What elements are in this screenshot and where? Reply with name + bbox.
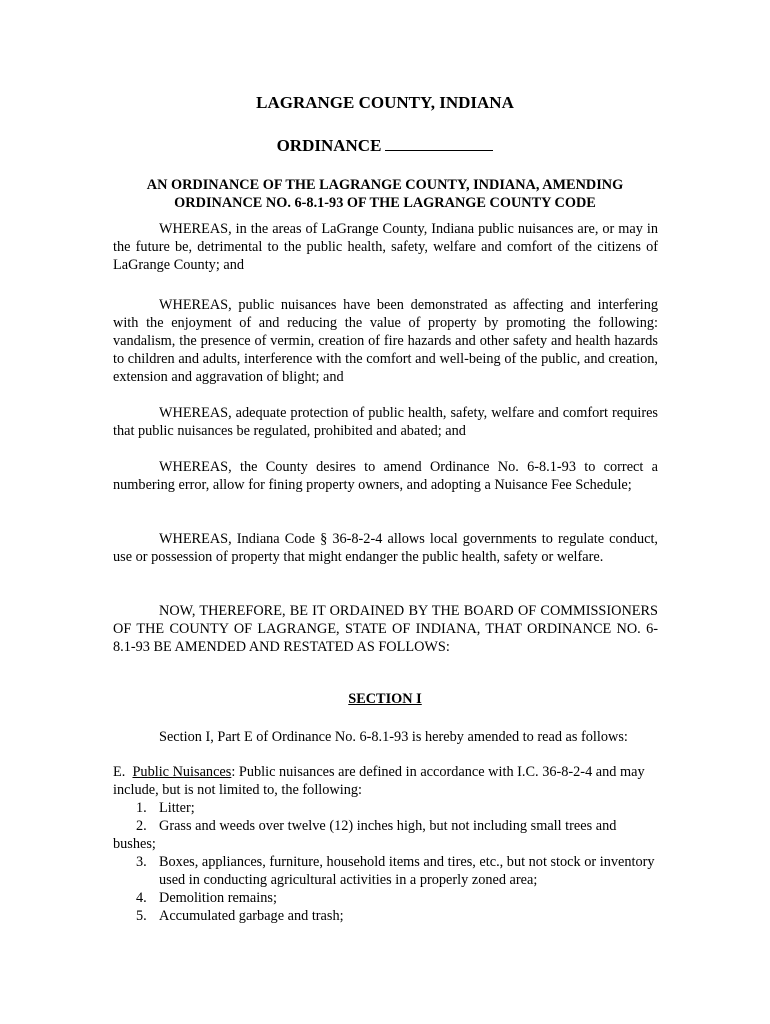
list-item: 1. Litter; bbox=[136, 800, 195, 816]
definition-term: Public Nuisances bbox=[132, 764, 232, 780]
county-title: LAGRANGE COUNTY, INDIANA bbox=[256, 93, 514, 112]
whereas-paragraph-1: WHEREAS, in the areas of LaGrange County, Indiana public nuisances are, or may in the future be, detrimental to the public health, safety, welfare and comfort of the citizens of LaGrange County; and bbox=[113, 221, 658, 273]
ordinance-title bbox=[0, 136, 770, 156]
definition-letter: E. bbox=[113, 764, 126, 780]
section-heading: SECTION I bbox=[348, 691, 422, 707]
section-intro: Section I, Part E of Ordinance No. 6-8.1-93 is hereby amended to read as follows: bbox=[159, 729, 628, 745]
whereas-paragraph-4: WHEREAS, the County desires to amend Ordinance No. 6-8.1-93 to correct a numbering error, allow for fining property owners, and adopting a Nuisance Fee Schedule; bbox=[113, 459, 658, 493]
definition-text: : Public nuisances are defined in accordance with I.C. 36-8-2-4 and may include, but is not limited to, the following: bbox=[113, 764, 645, 798]
whereas-paragraph-5: WHEREAS, Indiana Code § 36-8-2-4 allows local governments to regulate conduct, use or possession of property that might endanger the public health, safety or welfare. bbox=[113, 531, 658, 565]
ordinance-number-blank bbox=[385, 136, 493, 151]
list-item: 3. Boxes, appliances, furniture, household items and tires, etc., but not stock or inventory used in conducting agricultural activities in a properly zoned area; bbox=[136, 854, 655, 888]
definition-paragraph bbox=[113, 763, 658, 799]
ordinance-subtitle: AN ORDINANCE OF THE LAGRANGE COUNTY, INDIANA, AMENDING ORDINANCE NO. 6-8.1-93 OF THE LAGRANGE COUNTY CODE bbox=[146, 177, 624, 211]
whereas-paragraph-2: WHEREAS, public nuisances have been demonstrated as affecting and interfering with the enjoyment of and reducing the value of property by promoting the following: vandalism, the presence of vermin, creation of fire hazards and other safety and health hazards to children and adults, interference with the comfort and well-being of the public, and creation, extension and aggravation of blight; and bbox=[113, 297, 658, 385]
whereas-paragraph-3: WHEREAS, adequate protection of public health, safety, welfare and comfort requires that public nuisances be regulated, prohibited and abated; and bbox=[113, 405, 658, 439]
list-item: 2. Grass and weeds over twelve (12) inches high, but not including small trees and bushes; bbox=[113, 818, 617, 852]
list-item: 5. Accumulated garbage and trash; bbox=[136, 908, 344, 924]
ordinance-label: ORDINANCE bbox=[276, 136, 382, 155]
now-therefore-paragraph: NOW, THEREFORE, BE IT ORDAINED BY THE BOARD OF COMMISSIONERS OF THE COUNTY OF LAGRANGE, STATE OF INDIANA, THAT ORDINANCE NO. 6-8.1-93 BE AMENDED AND RESTATED AS FOLLOWS: bbox=[113, 603, 658, 655]
nuisance-list bbox=[113, 799, 658, 925]
list-item: 4. Demolition remains; bbox=[136, 890, 277, 906]
